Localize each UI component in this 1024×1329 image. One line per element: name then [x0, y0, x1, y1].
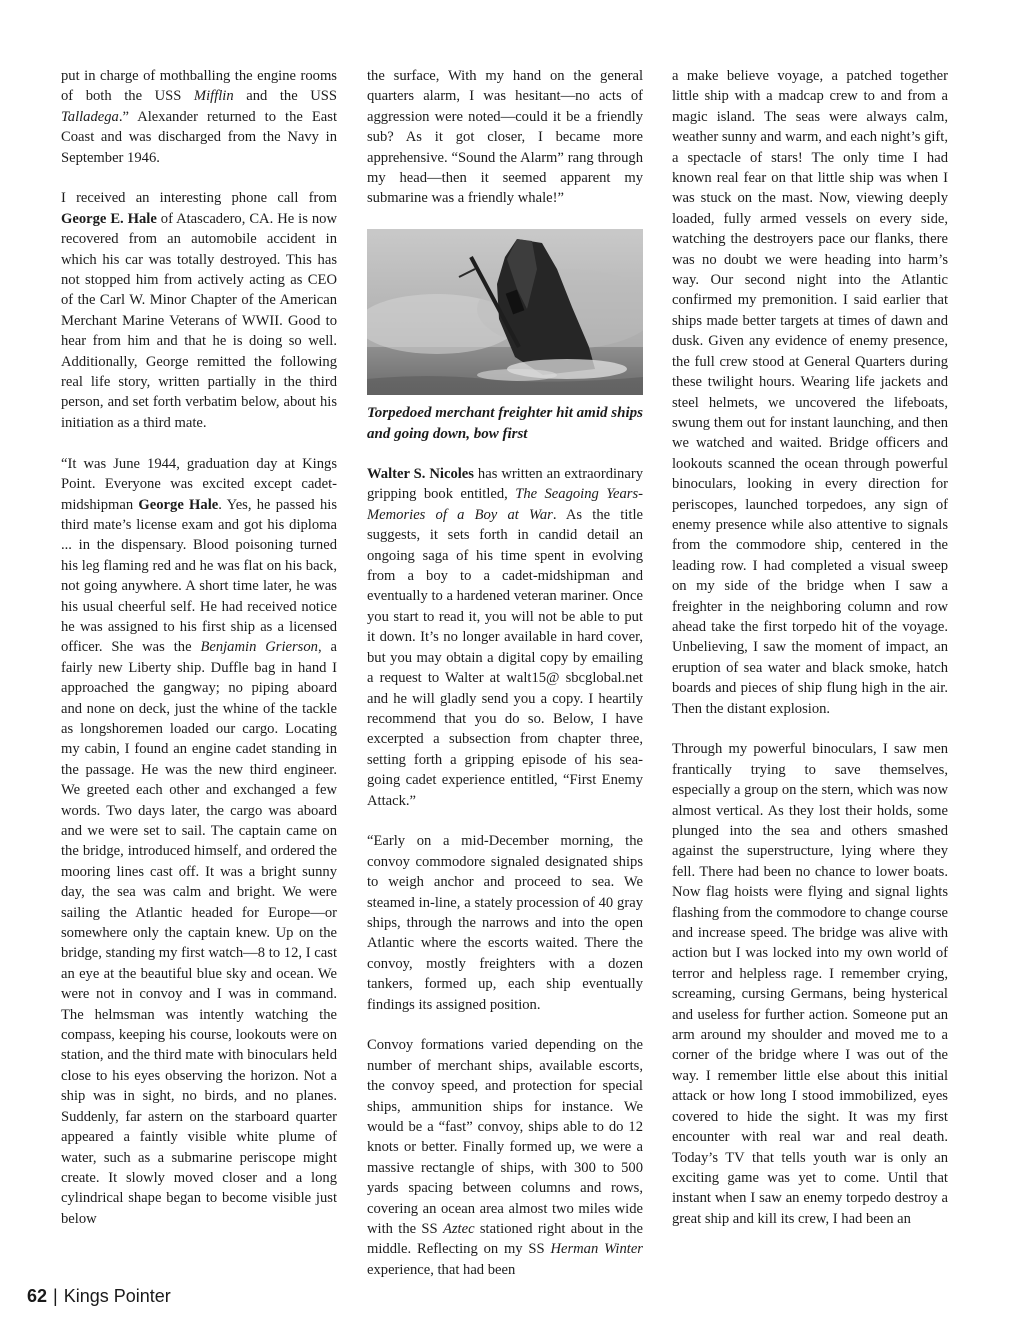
text-run: has written an extraordinary gripping book entitled,: [367, 466, 643, 503]
publication-name: Kings Pointer: [63, 1286, 171, 1306]
sinking-ship-photo: [367, 229, 643, 395]
text-run: experience, that had been: [367, 1261, 516, 1278]
text-column-left: [61, 66, 337, 1229]
italic-text: Mifflin: [193, 88, 234, 105]
bold-text: George Hale: [138, 496, 219, 513]
paragraph: [367, 831, 643, 1015]
text-run: “It was June 1944, graduation day at Kings Point. Everyone was excited except cadet-midshipman: [61, 455, 337, 513]
italic-text: Benjamin Grierson: [200, 639, 318, 656]
paragraph: [672, 66, 948, 719]
text-column-right: [672, 66, 948, 1229]
text-run: stationed right about in the middle. Reflecting on my SS: [367, 1221, 643, 1258]
bold-text: George E. Hale: [61, 210, 157, 227]
bold-text: Walter S. Nicoles: [367, 466, 474, 483]
paragraph: [367, 66, 643, 209]
italic-text: Herman Winter: [550, 1241, 643, 1258]
text-run: . As the title suggests, it sets forth in candid detail an ongoing saga of his time spent in evolving from a boy to a cadet-midshipman and eventually to a hardened veteran mariner. Once you start to read it, you will not be able to put it down. It’s no longer available in hard cover, but you may obtain a digital copy by emailing a request to Walter at walt15@ sbcglobal.net and he will gladly send you a copy. I heartily recommend that you do so. Below, I have excerpted a subsection from chapter three, setting forth a gripping episode of his sea-going cadet experience entitled, “First Enemy Attack.”: [367, 506, 643, 809]
paragraph: [61, 454, 337, 1229]
italic-text: Aztec: [442, 1221, 475, 1238]
page-footer: [27, 1286, 171, 1307]
paragraph: [367, 1035, 643, 1280]
text-run: and the USS: [233, 88, 337, 105]
footer-separator: |: [53, 1286, 58, 1306]
text-run: “Early on a mid-December morning, the convoy commodore signaled designated ships to weigh anchor and proceed to sea. We steamed in-line, a stately procession of 40 gray ships, through the narrows and into the open Atlantic where the escorts waited. There the convoy, mostly freighters with a dozen tankers, formed up, each ship eventually findings its assigned position.: [367, 833, 643, 1013]
paragraph: [61, 66, 337, 168]
paragraph: [367, 464, 643, 811]
photo-caption: Torpedoed merchant freighter hit amid ships and going down, bow first: [367, 405, 643, 442]
italic-text: The Seagoing Years-Memories of a Boy at War: [367, 486, 643, 523]
text-run: Convoy formations varied depending on the number of merchant ships, available escorts, the convoy speed, and protection for special ships, ammunition ships for instance. We would be a “fast” convoy, ships able to do 12 knots or better. Finally formed up, we were a massive rectangle of ships, with 300 to 500 yards spacing between columns and rows, covering an ocean area almost two miles wide with the SS: [367, 1037, 643, 1238]
text-column-middle: [367, 66, 643, 1280]
page-number: 62: [27, 1286, 48, 1306]
text-run: , a fairly new Liberty ship. Duffle bag in hand I approached the gangway; no piping aboard and none on deck, just the whine of the tackle as longshoremen loaded our cargo. Locating my cabin, I found an engine cadet standing in the passage. He was the new third engineer. We greeted each other and exchanged a few words. Two days later, the cargo was aboard and we were set to sail. The captain came on the bridge, introduced himself, and ordered the mooring lines cast off. It was a bright sunny day, the sea was calm and bright. We were sailing the Atlantic headed for Europe—or somewhere only the captain knew. Up on the bridge, standing my first watch—8 to 12, I cast an eye at the beautiful blue sky and ocean. We were not in convoy and I was in command. The helmsman was intently watching the compass, keeping his course, lookouts were on station, and the third mate with binoculars held close to his eyes observing the horizon. Not a ship was in sight, no birds, and no planes. Suddenly, far astern on the starboard quarter appeared a faintly visible white plume of water, such as a submarine periscope might create. It slowly moved closer and a long cylindrical shape began to become visible just below: [61, 639, 337, 1227]
text-run: a make believe voyage, a patched together little ship with a madcap crew to and from a magic island. The seas were always calm, weather sunny and warm, and each night’s gift, a spectacle of stars! The only time I had known real fear on that little ship was when I was stuck on the mast. Now, viewing deeply loaded, fully armed vessels on every side, watching the destroyers pace our flanks, there was no doubt we were heading into harm’s way. Our second night into the Atlantic confirmed my premonition. I said earlier that ships made better targets at times of dawn and dusk. Given any evidence of enemy presence, the full crew stood at General Quarters during these twilight hours. Wearing life jackets and steel helmets, we uncovered the lifeboats, swung them out for instant launching, and then we watched and waited. Bridge officers and lookouts scanned the ocean through powerful binoculars, looking in every direction for periscopes, launched torpedoes, any sign of enemy presence while also attentive to signals from the commodore ship, centered in the leading row. I had completed a visual sweep on my side of the bridge when I saw a freighter in the neighboring column and row ahead take the first torpedo hit of the voyage. Unbelieving, I saw the moment of impact, an eruption of sea water and black smoke, hatch boards and pieces of ship flung high in the air. Then the distant explosion.: [672, 68, 948, 717]
text-run: .” Alexander returned to the East Coast and was discharged from the Navy in September 1946.: [61, 108, 337, 166]
italic-text: Talladega: [61, 108, 119, 125]
photo-figure: [367, 229, 643, 395]
paragraph: [61, 188, 337, 433]
text-run: the surface, With my hand on the general quarters alarm, I was hesitant—no acts of aggression were noted—could it be a friendly sub? As it got closer, I became more apprehensive. “Sound the Alarm” rang through my head—then it seemed apparent my submarine was a friendly whale!”: [367, 68, 643, 207]
text-run: of Atascadero, CA. He is now recovered from an automobile accident in which his car was totally destroyed. This has not stopped him from actively acting as CEO of the Carl W. Minor Chapter of the American Merchant Marine Veterans of WWII. Good to hear from him and that he is doing so well. Additionally, George remitted the following real life story, written partially in the third person, and set forth verbatim below, about his initiation as a third mate.: [61, 210, 337, 431]
text-run: . Yes, he passed his third mate’s license exam and got his diploma ... in the dispensary. Blood poisoning turned his leg flaming red and he was flat on his back, not going anywhere. A short time later, he was his usual cheerful self. He had received notice he was assigned to his first ship as a licensed officer. She was the: [61, 496, 337, 656]
paragraph: [672, 739, 948, 1229]
text-run: I received an interesting phone call from: [61, 190, 337, 207]
text-run: put in charge of mothballing the engine rooms of both the USS: [61, 68, 337, 105]
text-run: Through my powerful binoculars, I saw men frantically trying to save themselves, especially a group on the stern, which was now almost vertical. As they lost their holds, some plunged into the sea and others smashed against the superstructure, lying where they fell. There had been no chance to lower boats. Now flag hoists were flying and signal lights flashing from the commodore to change course and increase speed. The bridge was alive with action but I was locked into my own world of terror and helpless rage. I remember crying, screaming, cursing Germans, being hysterical and useless for further action. Someone put an arm around my shoulder and moved me to a corner of the bridge where I was out of the way. I remember little else about this initial attack or how long I stood immobilized, eyes covered to hide the sight. It was my first encounter with real war and real death. Today’s TV that tells youth war is only an exciting game was yet to come. Until that instant when I saw an enemy torpedo destroy a great ship and kill its crew, I had been an: [672, 741, 948, 1227]
